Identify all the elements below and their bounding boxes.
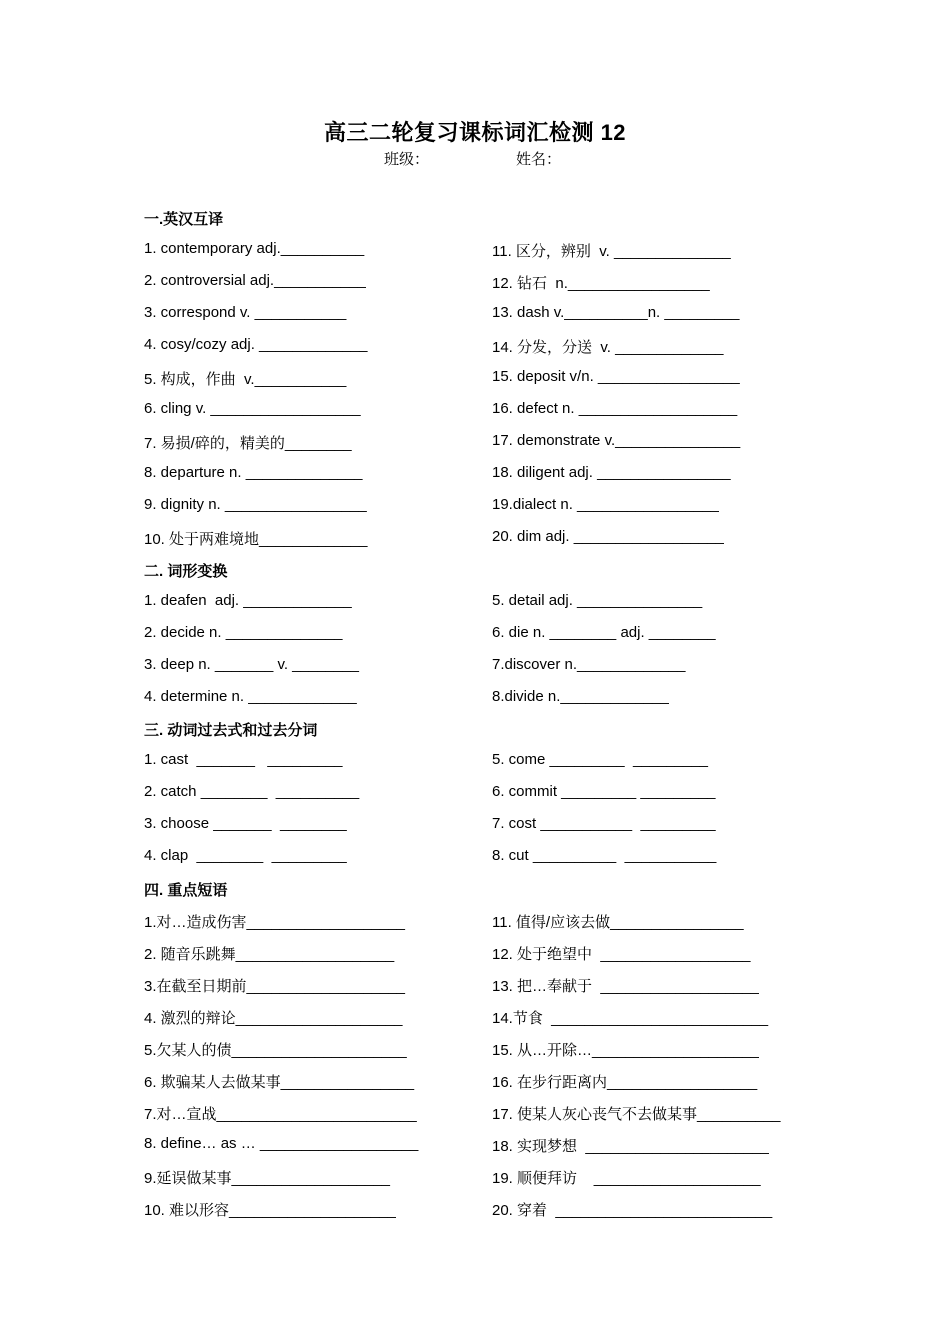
- question-item[interactable]: 11. 区分，辨别 v. ______________: [492, 243, 731, 260]
- question-item[interactable]: 20. 穿着 __________________________: [492, 1202, 773, 1219]
- question-item[interactable]: 2. controversial adj.___________: [144, 272, 366, 289]
- question-item[interactable]: 4. cosy/cozy adj. _____________: [144, 336, 368, 353]
- name-label: 姓名：: [516, 151, 562, 168]
- question-item[interactable]: 10. 处于两难境地_____________: [144, 531, 368, 548]
- question-item[interactable]: 16. 在步行距离内__________________: [492, 1074, 758, 1091]
- question-item[interactable]: 5.欠某人的债_____________________: [144, 1042, 407, 1059]
- question-item[interactable]: 1. contemporary adj.__________: [144, 240, 365, 257]
- question-item[interactable]: 1. cast _______ _________: [144, 751, 343, 768]
- question-item[interactable]: 15. 从…开除…____________________: [492, 1042, 759, 1059]
- question-item[interactable]: 5. detail adj. _______________: [492, 592, 703, 609]
- question-item[interactable]: 2. catch ________ __________: [144, 783, 360, 800]
- question-item[interactable]: 8. departure n. ______________: [144, 464, 363, 481]
- question-item[interactable]: 4. 激烈的辩论____________________: [144, 1010, 403, 1027]
- question-item[interactable]: 11. 值得/应该去做________________: [492, 914, 744, 931]
- question-item[interactable]: 2. decide n. ______________: [144, 624, 343, 641]
- question-item[interactable]: 5. 构成，作曲 v.___________: [144, 371, 347, 388]
- question-item[interactable]: 17. demonstrate v._______________: [492, 432, 741, 449]
- question-item[interactable]: 12. 钻石 n._________________: [492, 275, 710, 292]
- question-item[interactable]: 1. deafen adj. _____________: [144, 592, 352, 609]
- question-item[interactable]: 13. dash v.__________n. _________: [492, 304, 740, 321]
- section-heading-word-forms: 二. 词形变换: [144, 563, 228, 580]
- question-item[interactable]: 15. deposit v/n. _________________: [492, 368, 740, 385]
- section-heading-verb-forms: 三. 动词过去式和过去分词: [144, 722, 318, 739]
- question-item[interactable]: 7. 易损/碎的，精美的________: [144, 435, 352, 452]
- question-item[interactable]: 5. come _________ _________: [492, 751, 709, 768]
- question-item[interactable]: 6. die n. ________ adj. ________: [492, 624, 716, 641]
- question-item[interactable]: 7.对…宣战________________________: [144, 1106, 417, 1123]
- question-item[interactable]: 3.在截至日期前___________________: [144, 978, 406, 995]
- question-item[interactable]: 8. define… as … ___________________: [144, 1135, 419, 1152]
- question-item[interactable]: 13. 把…奉献于 ___________________: [492, 978, 759, 995]
- question-item[interactable]: 10. 难以形容____________________: [144, 1202, 396, 1219]
- question-item[interactable]: 20. dim adj. __________________: [492, 528, 724, 545]
- question-item[interactable]: 7.discover n._____________: [492, 656, 686, 673]
- question-item[interactable]: 18. diligent adj. ________________: [492, 464, 731, 481]
- page-title: 高三二轮复习课标词汇检测 12: [323, 120, 627, 145]
- question-item[interactable]: 3. choose _______ ________: [144, 815, 347, 832]
- question-item[interactable]: 8. cut __________ ___________: [492, 847, 717, 864]
- question-item[interactable]: 4. clap ________ _________: [144, 847, 347, 864]
- question-item[interactable]: 9. dignity n. _________________: [144, 496, 367, 513]
- question-item[interactable]: 9.延误做某事___________________: [144, 1170, 391, 1187]
- question-item[interactable]: 18. 实现梦想 ______________________: [492, 1138, 769, 1155]
- section-heading-key-phrases: 四. 重点短语: [144, 882, 228, 899]
- question-item[interactable]: 19.dialect n. _________________: [492, 496, 719, 513]
- section-heading-translation: 一.英汉互译: [144, 211, 224, 228]
- question-item[interactable]: 1.对…造成伤害___________________: [144, 914, 406, 931]
- question-item[interactable]: 16. defect n. ___________________: [492, 400, 738, 417]
- question-item[interactable]: 17. 使某人灰心丧气不去做某事__________: [492, 1106, 781, 1123]
- question-item[interactable]: 3. correspond v. ___________: [144, 304, 347, 321]
- question-item[interactable]: 6. commit _________ _________: [492, 783, 716, 800]
- question-item[interactable]: 6. 欺骗某人去做某事________________: [144, 1074, 415, 1091]
- question-item[interactable]: 19. 顺便拜访 ____________________: [492, 1170, 761, 1187]
- question-item[interactable]: 4. determine n. _____________: [144, 688, 357, 705]
- class-label: 班级：: [384, 151, 430, 168]
- question-item[interactable]: 3. deep n. _______ v. ________: [144, 656, 359, 673]
- question-item[interactable]: 2. 随音乐跳舞___________________: [144, 946, 395, 963]
- question-item[interactable]: 8.divide n._____________: [492, 688, 669, 705]
- question-item[interactable]: 12. 处于绝望中 __________________: [492, 946, 751, 963]
- question-item[interactable]: 14.节食 __________________________: [492, 1010, 769, 1027]
- question-item[interactable]: 14. 分发，分送 v. _____________: [492, 339, 724, 356]
- question-item[interactable]: 7. cost ___________ _________: [492, 815, 716, 832]
- question-item[interactable]: 6. cling v. __________________: [144, 400, 361, 417]
